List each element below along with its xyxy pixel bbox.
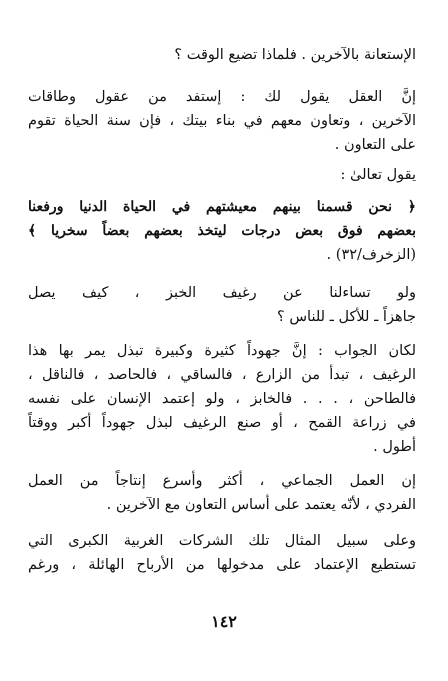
text-line-12: الرغيف ، تبدأ من الزارع ، فالساقي ، فالحاصد ، فالناقل ، [28, 367, 416, 383]
verse-citation: (الزخرف/٣٢) . [326, 247, 416, 263]
text-line-16: إن العمل الجماعي ، أكثر وأسرع إنتاجاً من العمل [28, 473, 416, 489]
text-line-18: وعلى سبيل المثال تلك الشركات الغربية الكبرى التي [28, 533, 416, 549]
text-line-19: تستطيع الإعتماد على مدخولها من الأرباح الهائلة ، ورغم [28, 557, 416, 573]
text-line-5: يقول تعالىٰ : [340, 167, 416, 183]
text-line-9: ولو تساءلنا عن رغيف الخبز ، كيف يصل [28, 285, 416, 301]
page-number: ١٤٢ [211, 612, 237, 631]
text-line-2: إنَّ العقل يقول لك : إستفد من عقول وطاقات [28, 89, 416, 105]
text-line-11: لكان الجواب : إنَّ جهوداً كثيرة وكبيرة تبذل يمر بها هذا [28, 343, 416, 359]
quran-verse-line-2: بعضهم فوق بعض درجات ليتخذ بعضهم بعضاً سخريا ﴾ [28, 223, 416, 239]
text-line-14: في زراعة القمح ، أو صنع الرغيف لبذل جهوداً أكبر ووقتاً [28, 415, 416, 431]
text-line-4: على التعاون . [334, 137, 416, 153]
text-line-13: فالطاحن ، . . . فالخابز ، ولو إعتمد الإنسان على نفسه [28, 391, 416, 407]
quran-verse-line-1: ﴿ نحن قسمنا بينهم معيشتهم في الحياة الدنيا ورفعنا [28, 199, 416, 215]
text-line-10: جاهزاً ـ للأكل ـ للناس ؟ [277, 309, 416, 325]
text-line-3: الآخرين ، وتعاون معهم في بناء بيتك ، فإن سنة الحياة تقوم [28, 113, 416, 129]
text-line-17: الفردي ، لأنّه يعتمد على أساس التعاون مع الآخرين . [106, 497, 416, 513]
text-line-15: أطول . [373, 439, 416, 455]
text-line-1: الإستعانة بالآخرين . فلماذا تضيع الوقت ؟ [174, 47, 416, 63]
